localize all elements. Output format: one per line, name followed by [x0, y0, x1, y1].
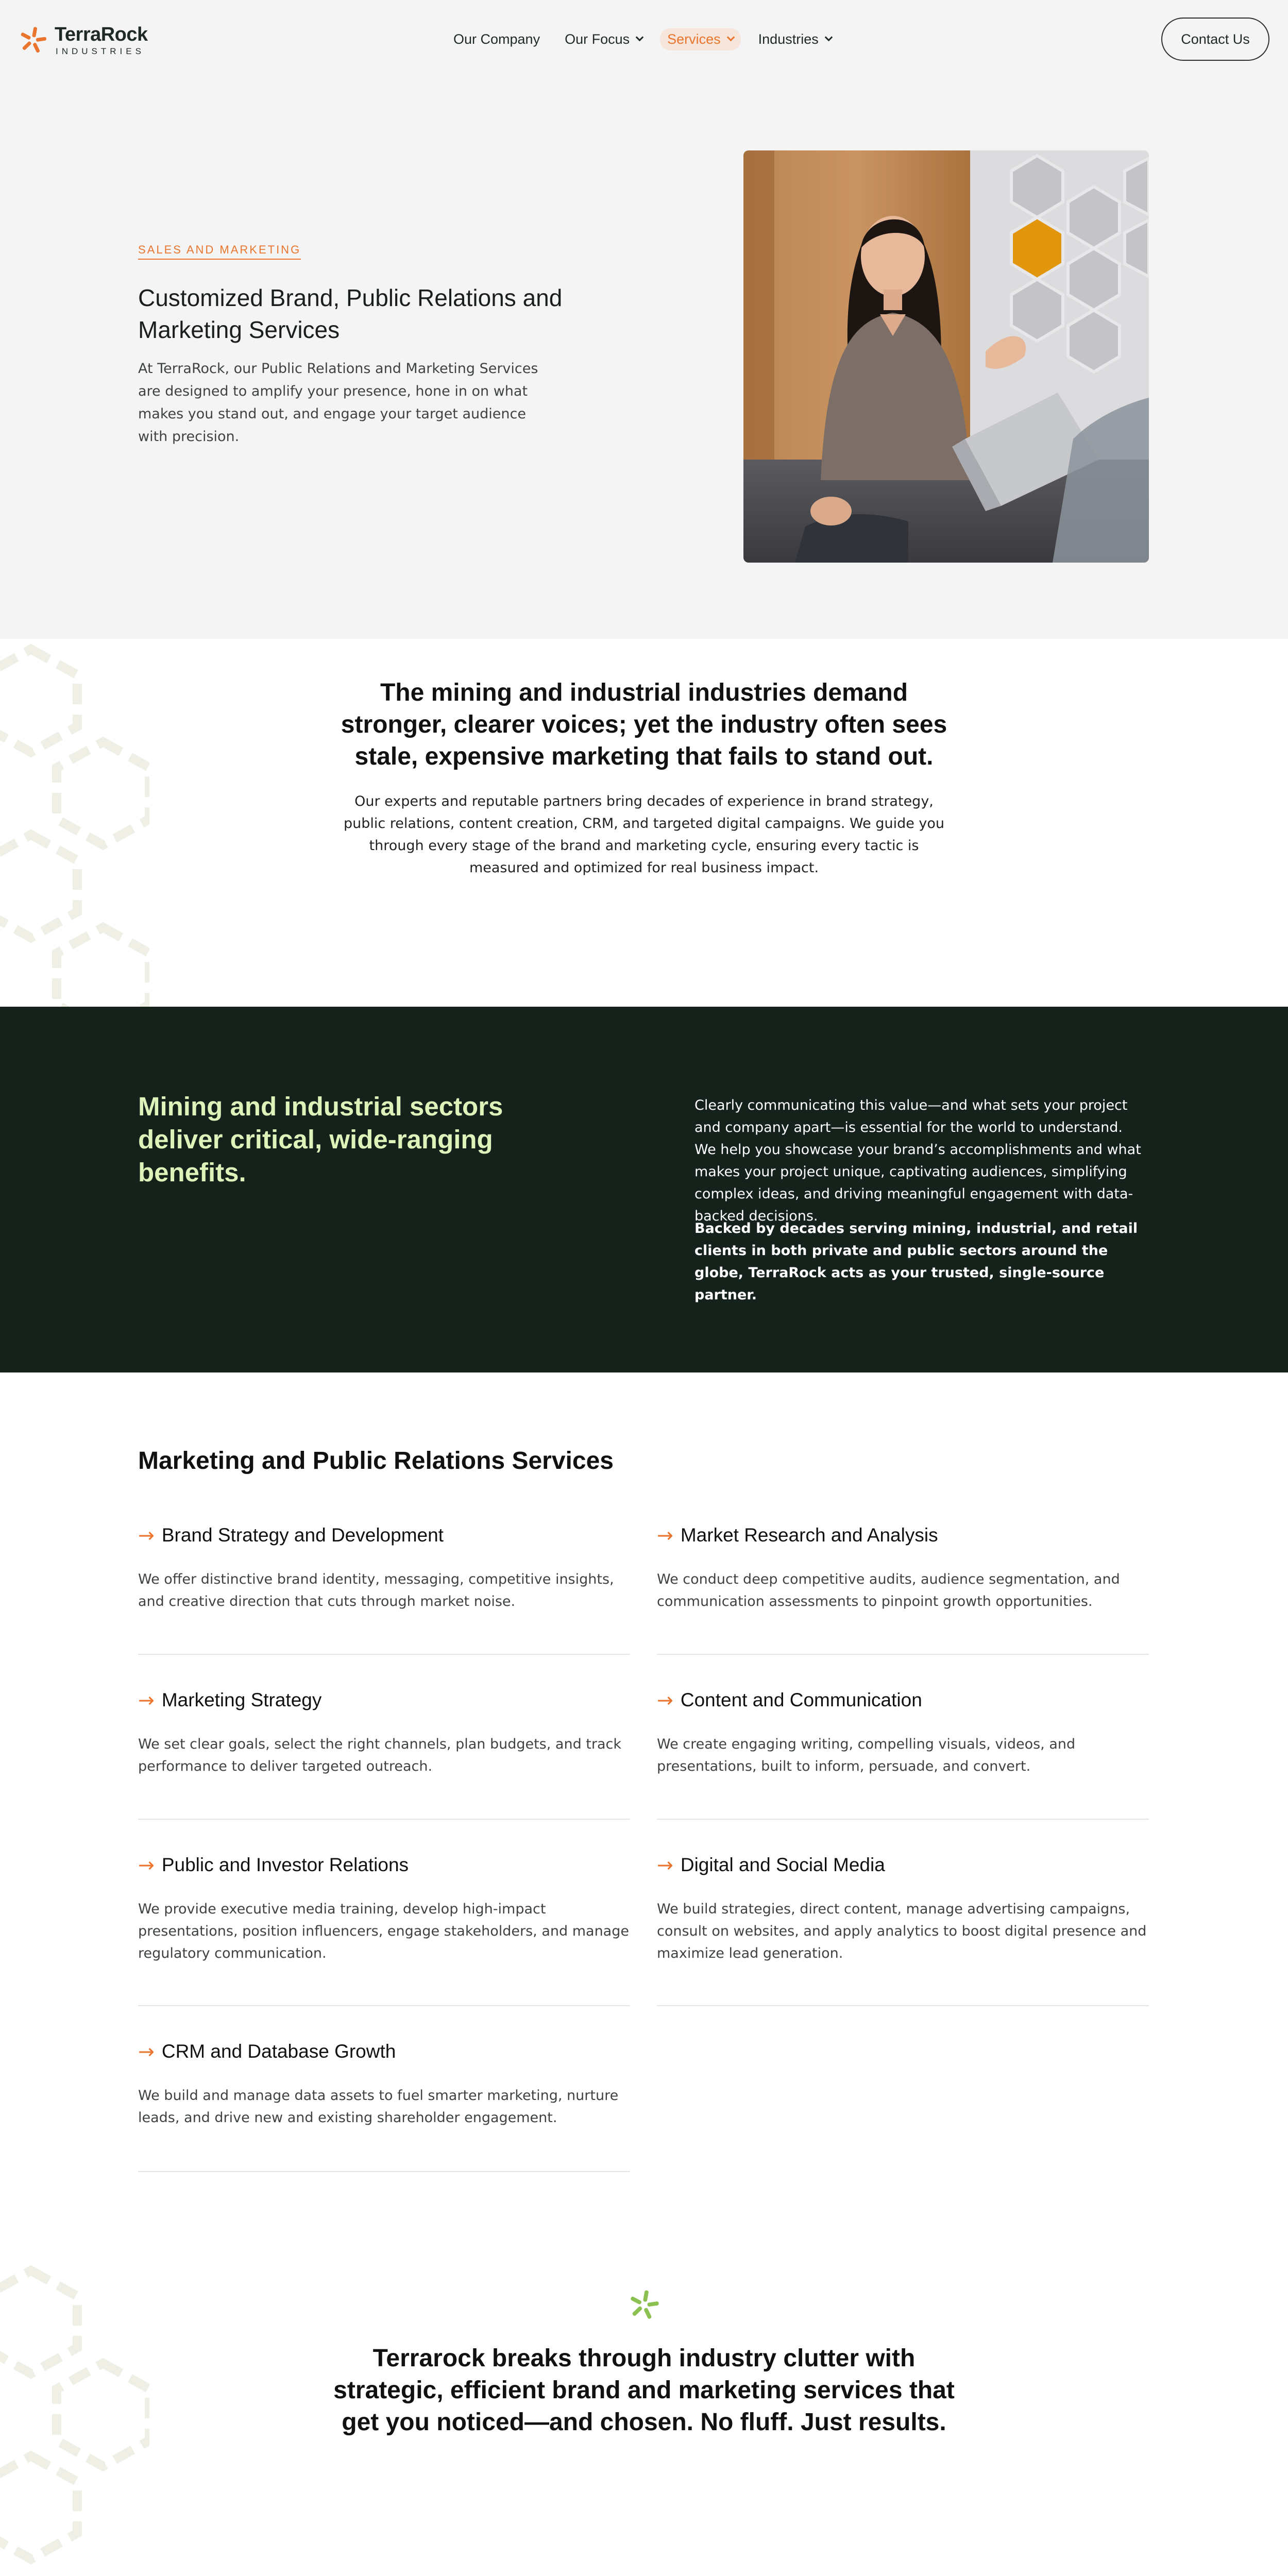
divider [657, 1819, 1149, 1820]
service-item [657, 1854, 1149, 2008]
benefits-highlight: Backed by decades serving mining, industrial, and retail clients in both private and public sectors around the globe, TerraRock acts as your trusted, single-source partner. [694, 1221, 1138, 1303]
divider [138, 1654, 630, 1655]
nav-label: Services [667, 31, 721, 47]
service-title: Marketing Strategy [161, 1689, 322, 1710]
contact-us-button[interactable]: Contact Us [1161, 18, 1269, 61]
nav-our-company[interactable] [453, 31, 540, 47]
service-text: We build and manage data assets to fuel smarter marketing, nurture leads, and drive new and existing shareholder engagement. [138, 2088, 619, 2126]
terrarock-logo-icon [19, 26, 47, 55]
services-heading: Marketing and Public Relations Services [138, 1447, 614, 1475]
hexagon-pattern-decoration [0, 639, 149, 1007]
service-item [138, 2040, 630, 2174]
arrow-right-icon: → [138, 1689, 155, 1711]
service-item [138, 1689, 630, 1823]
divider [657, 1654, 1149, 1655]
nav-industries[interactable] [758, 31, 832, 47]
service-item [138, 1524, 630, 1658]
main-nav [453, 29, 856, 49]
benefits-heading: Mining and industrial sectors deliver critical, wide-ranging benefits. [138, 1092, 503, 1187]
service-text: We build strategies, direct content, manage advertising campaigns, consult on websites, and apply analytics to boost digital presence and maximize lead generation. [657, 1901, 1147, 1961]
divider [138, 2171, 630, 2172]
brand-subtitle: INDUSTRIES [56, 46, 145, 56]
divider [138, 1819, 630, 1820]
service-item [138, 1854, 630, 2008]
tagline-heading: Terrarock breaks through industry clutter with strategic, efficient brand and marketing services that get you noticed—and chosen. No fluff. Just results. [333, 2345, 955, 2436]
hero-description: At TerraRock, our Public Relations and Marketing Services are designed to amplify your presence, hone in on what makes you stand out, and engage your target audience with precision. [138, 361, 538, 445]
intro-text: Our experts and reputable partners bring decades of experience in brand strategy, public relations, content creation, CRM, and targeted digital campaigns. We guide you through every stage of the brand and marketing cycle, ensuring every tactic is measured and optimized for real business impact. [343, 793, 945, 876]
service-text: We offer distinctive brand identity, messaging, competitive insights, and creative direction that cuts through market noise. [138, 1571, 614, 1609]
page-title: Customized Brand, Public Relations and Marketing Services [138, 284, 563, 343]
arrow-right-icon: → [138, 1524, 155, 1547]
brand-logo[interactable] [19, 23, 163, 59]
benefits-paragraph: Clearly communicating this value—and what sets your project and company apart—is essential for the world to understand. We help you showcase your brand’s accomplishments and what makes your project unique, captivating audiences, simplifying complex ideas, and driving meaningful engagement with data-backed decisions. [694, 1097, 1141, 1224]
service-text: We conduct deep competitive audits, audience segmentation, and communication assessments to pinpoint growth opportunities. [657, 1571, 1120, 1609]
nav-services[interactable] [660, 28, 741, 50]
arrow-right-icon: → [657, 1854, 673, 1876]
nav-label: Industries [758, 31, 819, 47]
service-text: We set clear goals, select the right channels, plan budgets, and track performance to deliver targeted outreach. [138, 1736, 621, 1774]
service-text: We provide executive media training, develop high-impact presentations, position influencers, engage stakeholders, and manage regulatory communication. [138, 1901, 629, 1961]
divider [138, 2005, 630, 2006]
hero-eyebrow[interactable]: SALES AND MARKETING [138, 243, 301, 260]
service-item [657, 1689, 1149, 1823]
site-header [0, 0, 1288, 78]
brand-name: TerraRock [55, 24, 148, 45]
service-title: Digital and Social Media [680, 1854, 885, 1875]
benefits-section [0, 1007, 1288, 1372]
chevron-down-icon [726, 33, 735, 41]
nav-our-focus[interactable] [565, 31, 642, 47]
divider [657, 2005, 1149, 2006]
hexagon-pattern-decoration [0, 2260, 149, 2576]
nav-label: Our Company [453, 31, 540, 47]
services-section [0, 1372, 1288, 2260]
service-title: CRM and Database Growth [161, 2041, 396, 2062]
arrow-right-icon: → [657, 1524, 673, 1547]
service-title: Market Research and Analysis [680, 1524, 938, 1546]
service-title: Brand Strategy and Development [161, 1524, 444, 1546]
service-title: Content and Communication [680, 1689, 922, 1710]
intro-heading: The mining and industrial industries demand stronger, clearer voices; yet the industry often sees stale, expensive marketing that fails to stand out. [341, 679, 947, 770]
service-item [657, 1524, 1149, 1658]
terrarock-logo-icon [628, 2289, 660, 2321]
service-text: We create engaging writing, compelling visuals, videos, and presentations, built to inform, persuade, and convert. [657, 1736, 1076, 1774]
intro-section [0, 639, 1288, 1007]
service-title: Public and Investor Relations [161, 1854, 409, 1875]
arrow-right-icon: → [138, 2040, 155, 2063]
hero-section [0, 78, 1288, 639]
arrow-right-icon: → [138, 1854, 155, 1876]
hero-photo-businesswoman [743, 150, 1149, 563]
arrow-right-icon: → [657, 1689, 673, 1711]
nav-label: Our Focus [565, 31, 630, 47]
tagline-section [0, 2260, 1288, 2576]
chevron-down-icon [636, 33, 644, 41]
chevron-down-icon [824, 33, 833, 41]
